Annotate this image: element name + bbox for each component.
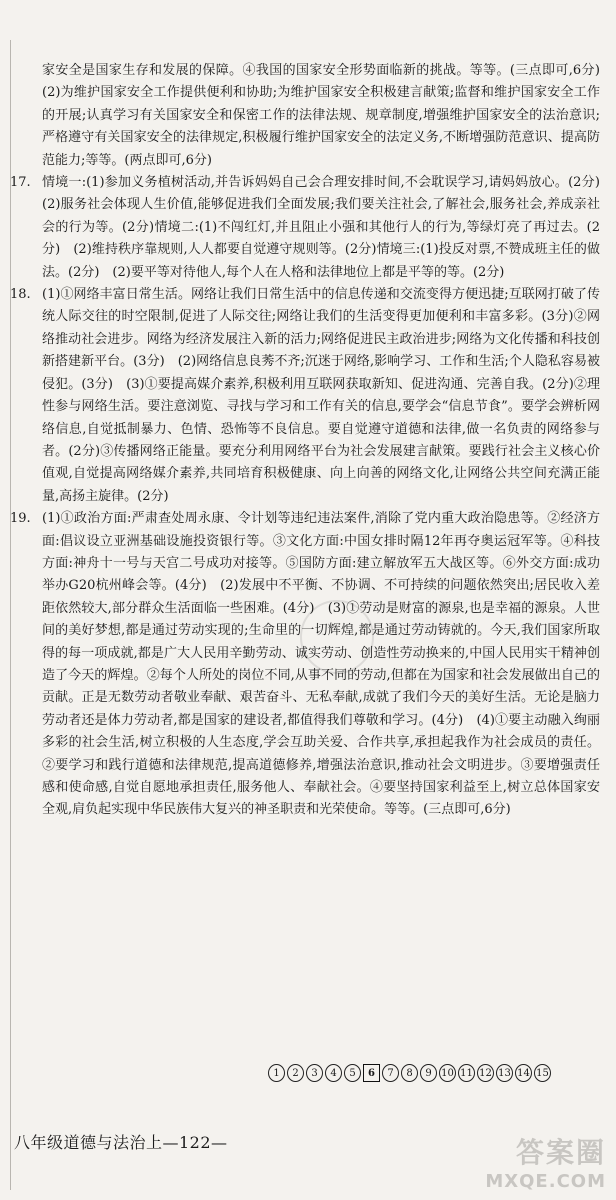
page-indicator xyxy=(268,1064,553,1082)
page-number: 3 xyxy=(306,1064,323,1082)
intro-paragraph: 家安全是国家生存和发展的保障。④我国的国家安全形势面临新的挑战。等等。(三点即可,6分) (2)为维护国家安全工作提供便利和协助;为维护国家安全积极建言献策;监督和维护国家安全工作的开展;认真学习有关国家安全和保密工作的法律法规、规章制度,增强维护国家安全的法治意识;严格遵守有关国家安全的法律规定,积极履行维护国家安全的法定义务,不断增强防范意识、提高防范能力;等等。(两点即可,6分) xyxy=(42,63,614,168)
page-number: 8 xyxy=(401,1064,418,1082)
page-number: 6 xyxy=(363,1064,380,1082)
question-answer: (1)①网络丰富日常生活。网络让我们日常生活中的信息传递和交流变得方便迅捷;互联网打破了传统人际交往的时空限制,促进了人际交往;网络让我们的生活变得更加便利和丰富多彩。(3分)②网络推动社会进步。网络为经济发展注入新的活力;网络促进民主政治进步;网络为文化传播和科技创新搭建新平台。(3分) (2)网络信息良莠不齐;沉迷于网络,影响学习、工作和生活;个人隐私容易被侵犯。(3分) (3)①要提高媒介素养,积极利用互联网获取新知、促进沟通、完善自我。(2分)②理性参与网络生活。要注意浏览、寻找与学习和工作有关的信息,要学会“信息节食”。要学会辨析网络信息,自觉抵制暴力、色情、恐怖等不良信息。要自觉遵守道德和法律,做一名负责的网络参与者。(2分)③传播网络正能量。要充分利用网络平台为社会发展建言献策。要践行社会主义核心价值观,自觉提高网络媒介素养,共同培育积极健康、向上向善的网络文化,让网络公共空间充满正能量,高扬主旋律。(2分) xyxy=(42,287,600,504)
question-number: 18. xyxy=(10,287,31,303)
answer-content xyxy=(10,60,614,822)
watermark-url: MXQE.COM xyxy=(485,1171,606,1192)
page-number: 1 xyxy=(268,1064,285,1082)
page-number: 11 xyxy=(458,1064,475,1082)
question-18 xyxy=(10,284,600,508)
page-number: 15 xyxy=(534,1064,551,1082)
page-number: 5 xyxy=(344,1064,361,1082)
page-number: 14 xyxy=(515,1064,532,1082)
question-number: 19. xyxy=(10,511,31,527)
page-footer: 八年级道德与法治上—122— xyxy=(14,1133,228,1152)
page-number: 12 xyxy=(477,1064,494,1082)
page-number: 10 xyxy=(439,1064,456,1082)
question-answer: (1)①政治方面:严肃查处周永康、令计划等违纪违法案件,消除了党内重大政治隐患等。②经济方面:倡议设立亚洲基础设施投资银行等。③文化方面:中国女排时隔12年再夺奥运冠军等。④科技方面:神舟十一号与天宫二号成功对接等。⑤国防方面:建立解放军五大战区等。⑥外交方面:成功举办G20杭州峰会等。(4分) (2)发展中不平衡、不协调、不可持续的问题依然突出;居民收入差距依然较大,部分群众生活面临一些困难。(4分) (3)①劳动是财富的源泉,也是幸福的源泉。人世间的美好梦想,都是通过劳动实现的;生命里的一切辉煌,都是通过劳动铸就的。今天,我们国家所取得的每一项成就,都是广大人民用辛勤劳动、诚实劳动、创造性劳动换来的,中国人民用实干精神创造了今天的辉煌。②每个人所处的岗位不同,从事不同的劳动,但都在为国家和社会发展做出自己的贡献。正是无数劳动者敬业奉献、艰苦奋斗、无私奉献,成就了我们今天的美好生活。无论是脑力劳动者还是体力劳动者,都是国家的建设者,都值得我们尊敬和学习。(4分) (4)①要主动融入绚丽多彩的社会生活,树立积极的人生态度,学会互助关爱、合作共享,承担起我作为社会成员的责任。②要学习和践行道德和法律规范,提高道德修养,增强法治意识,推动社会文明进步。③要增强责任感和使命感,自觉自愿地承担责任,服务他人、奉献社会。④要坚持国家利益至上,树立总体国家安全观,肩负起实现中华民族伟大复兴的神圣职责和光荣使命。等等。(三点即可,6分) xyxy=(42,511,600,818)
question-17 xyxy=(10,172,614,284)
question-answer: 情境一:(1)参加义务植树活动,并告诉妈妈自己会合理安排时间,不会耽误学习,请妈妈放心。(2分) (2)服务社会体现人生价值,能够促进我们全面发展;我们要关注社会,了解社会,服务社会,养成亲社会的行为等。(2分)情境二:(1)不闯红灯,并且阻止小强和其他行人的行为,等绿灯亮了再过去。(2分) (2)维持秩序靠规则,人人都要自觉遵守规则等。(2分)情境三:(1)投反对票,不赞成班主任的做法。(2分) (2)要平等对待他人,每个人在人格和法律地位上都是平等的等。(2分) xyxy=(42,175,614,280)
watermark xyxy=(485,1131,606,1192)
question-19 xyxy=(10,508,600,822)
watermark-logo: 答案圈 xyxy=(515,1136,606,1169)
question-number: 17. xyxy=(10,175,31,191)
page-number: 13 xyxy=(496,1064,513,1082)
page-number: 4 xyxy=(325,1064,342,1082)
page-number: 7 xyxy=(382,1064,399,1082)
page-number: 9 xyxy=(420,1064,437,1082)
page-number: 2 xyxy=(287,1064,304,1082)
